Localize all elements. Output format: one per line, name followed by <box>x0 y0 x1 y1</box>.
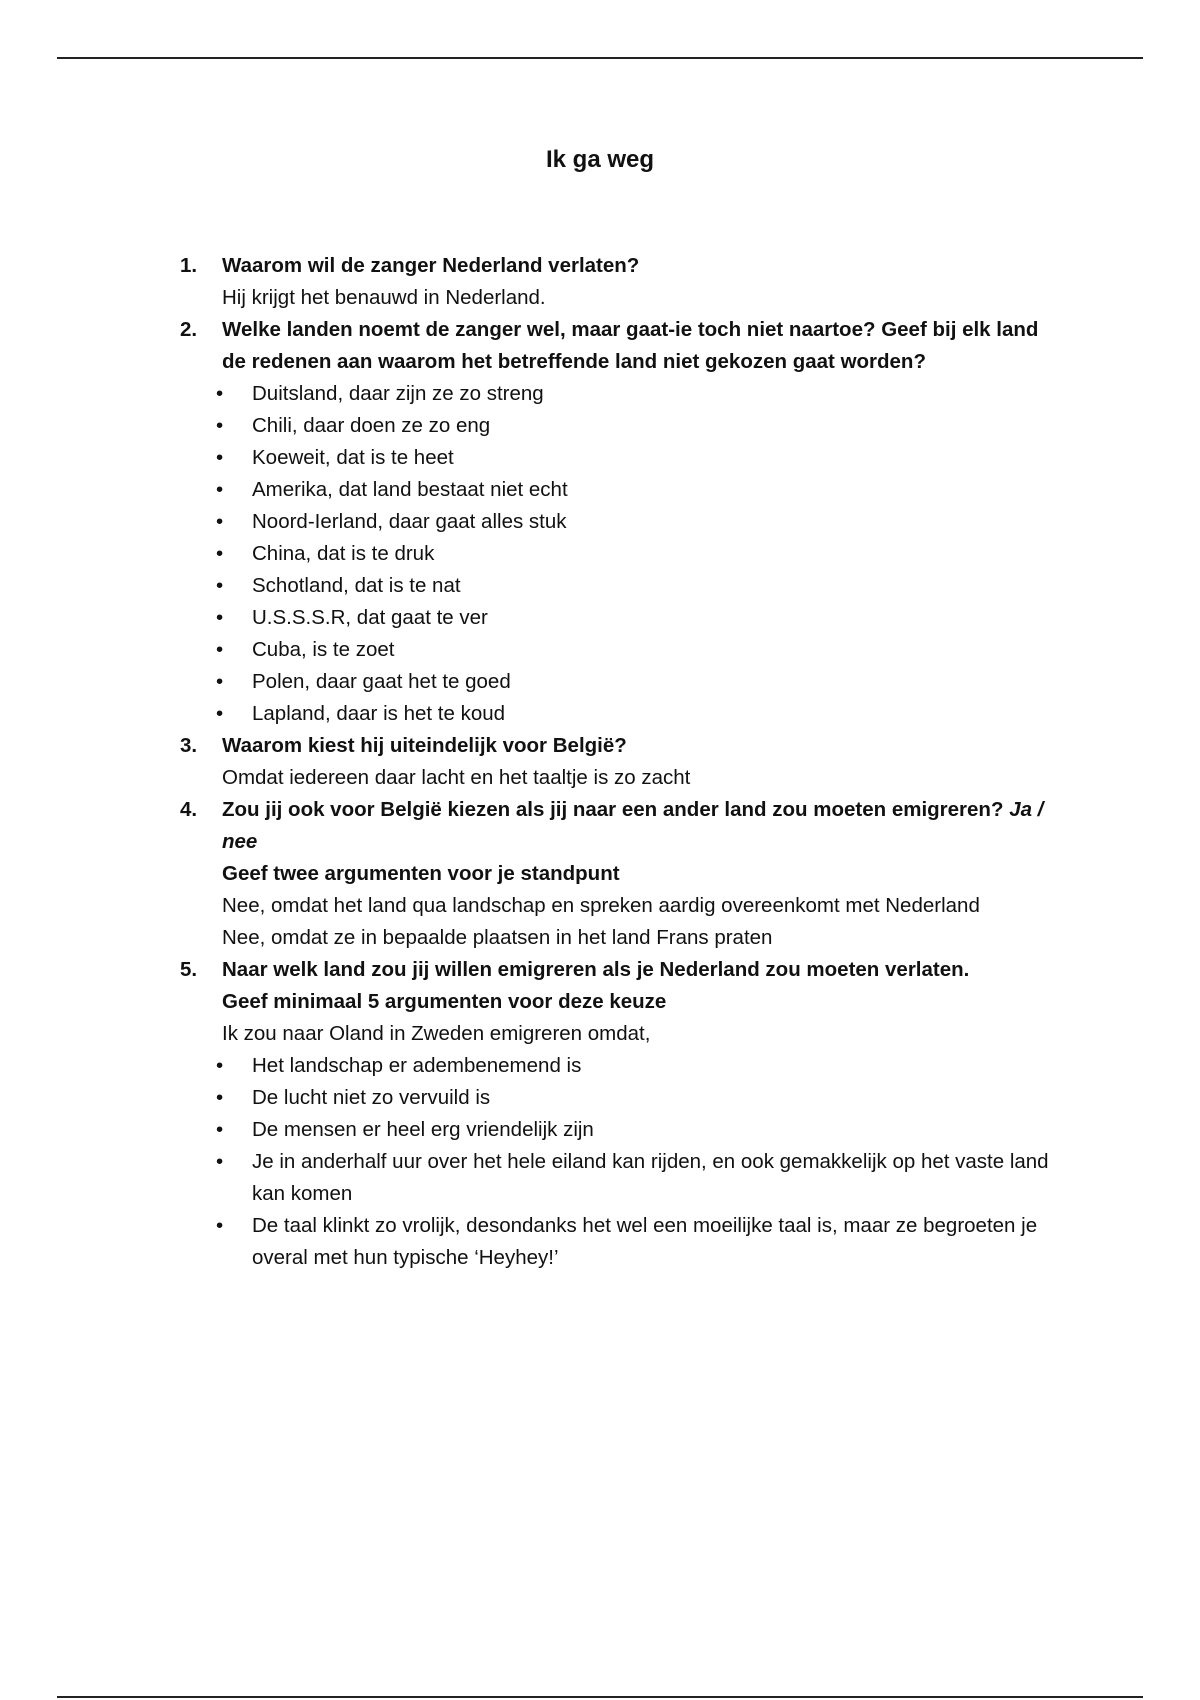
answer-text: Hij krijgt het benauwd in Nederland. <box>222 286 546 309</box>
bullet-icon: • <box>216 574 224 597</box>
bullet-icon: • <box>216 670 224 693</box>
list-item: • De taal klinkt zo vrolijk, desondanks het wel een moeilijke taal is, maar ze begroeten je overal met hun typische ‘Heyhey!’ <box>180 1210 1060 1274</box>
question-number: 4. <box>180 798 198 821</box>
bullet-icon: • <box>216 478 224 501</box>
bullet-icon: • <box>216 1054 224 1077</box>
list-item: • Noord-Ierland, daar gaat alles stuk <box>180 506 1060 538</box>
list-item: • Het landschap er adembenemend is <box>180 1050 1060 1082</box>
answer-text: Nee, omdat het land qua landschap en spreken aardig overeenkomt met Nederland <box>222 894 980 917</box>
question-number: 2. <box>180 318 198 341</box>
worksheet-content <box>180 250 1060 1274</box>
bullet-icon: • <box>216 446 224 469</box>
list-item: • De mensen er heel erg vriendelijk zijn <box>180 1114 1060 1146</box>
question-3 <box>180 730 1060 794</box>
question-4 <box>180 794 1060 954</box>
bullet-icon: • <box>216 638 224 661</box>
list-item: • Schotland, dat is te nat <box>180 570 1060 602</box>
bullet-icon: • <box>216 382 224 405</box>
bullet-icon: • <box>216 542 224 565</box>
question-text: Welke landen noemt de zanger wel, maar gaat-ie toch niet naartoe? Geef bij elk land de redenen aan waarom het betreffende land niet gekozen gaat worden? <box>222 318 1039 373</box>
bottom-rule <box>57 1696 1143 1698</box>
list-item: • China, dat is te druk <box>180 538 1060 570</box>
list-item: • Cuba, is te zoet <box>180 634 1060 666</box>
bullet-icon: • <box>216 1214 224 1237</box>
bullet-icon: • <box>216 702 224 725</box>
question-1 <box>180 250 1060 314</box>
country-list <box>180 378 1060 730</box>
question-text: Waarom wil de zanger Nederland verlaten? <box>222 254 640 277</box>
question-text: Waarom kiest hij uiteindelijk voor België? <box>222 734 627 757</box>
question-5 <box>180 954 1060 1050</box>
list-item: • Duitsland, daar zijn ze zo streng <box>180 378 1060 410</box>
answer-text: Omdat iedereen daar lacht en het taaltje is zo zacht <box>222 766 691 789</box>
answer-text: Nee, omdat ze in bepaalde plaatsen in het land Frans praten <box>222 926 773 949</box>
list-item: • Je in anderhalf uur over het hele eiland kan rijden, en ook gemakkelijk op het vaste land kan komen <box>180 1146 1060 1210</box>
bullet-icon: • <box>216 1150 224 1173</box>
list-item: • De lucht niet zo vervuild is <box>180 1082 1060 1114</box>
sub-question: Geef minimaal 5 argumenten voor deze keuze <box>222 990 667 1013</box>
answer-text: Ik zou naar Oland in Zweden emigreren omdat, <box>222 1022 651 1045</box>
bullet-icon: • <box>216 606 224 629</box>
list-item: • Lapland, daar is het te koud <box>180 698 1060 730</box>
list-item: • Polen, daar gaat het te goed <box>180 666 1060 698</box>
bullet-icon: • <box>216 1086 224 1109</box>
question-text: Naar welk land zou jij willen emigreren als je Nederland zou moeten verlaten. <box>222 958 970 981</box>
list-item: • Chili, daar doen ze zo eng <box>180 410 1060 442</box>
bullet-icon: • <box>216 1118 224 1141</box>
top-rule <box>57 57 1143 59</box>
bullet-icon: • <box>216 510 224 533</box>
question-line <box>222 794 1060 858</box>
question-text: Zou jij ook voor België kiezen als jij naar een ander land zou moeten emigreren? <box>222 798 1004 821</box>
sub-question: Geef twee argumenten voor je standpunt <box>222 862 620 885</box>
page-title: Ik ga weg <box>545 146 655 173</box>
question-2 <box>180 314 1060 378</box>
list-item: • U.S.S.S.R, dat gaat te ver <box>180 602 1060 634</box>
list-item: • Amerika, dat land bestaat niet echt <box>180 474 1060 506</box>
question-number: 1. <box>180 254 198 277</box>
list-item: • Koeweit, dat is te heet <box>180 442 1060 474</box>
argument-list <box>180 1050 1060 1274</box>
bullet-icon: • <box>216 414 224 437</box>
question-number: 3. <box>180 734 198 757</box>
question-number: 5. <box>180 958 198 981</box>
question-options: Ja / nee <box>222 798 1044 853</box>
